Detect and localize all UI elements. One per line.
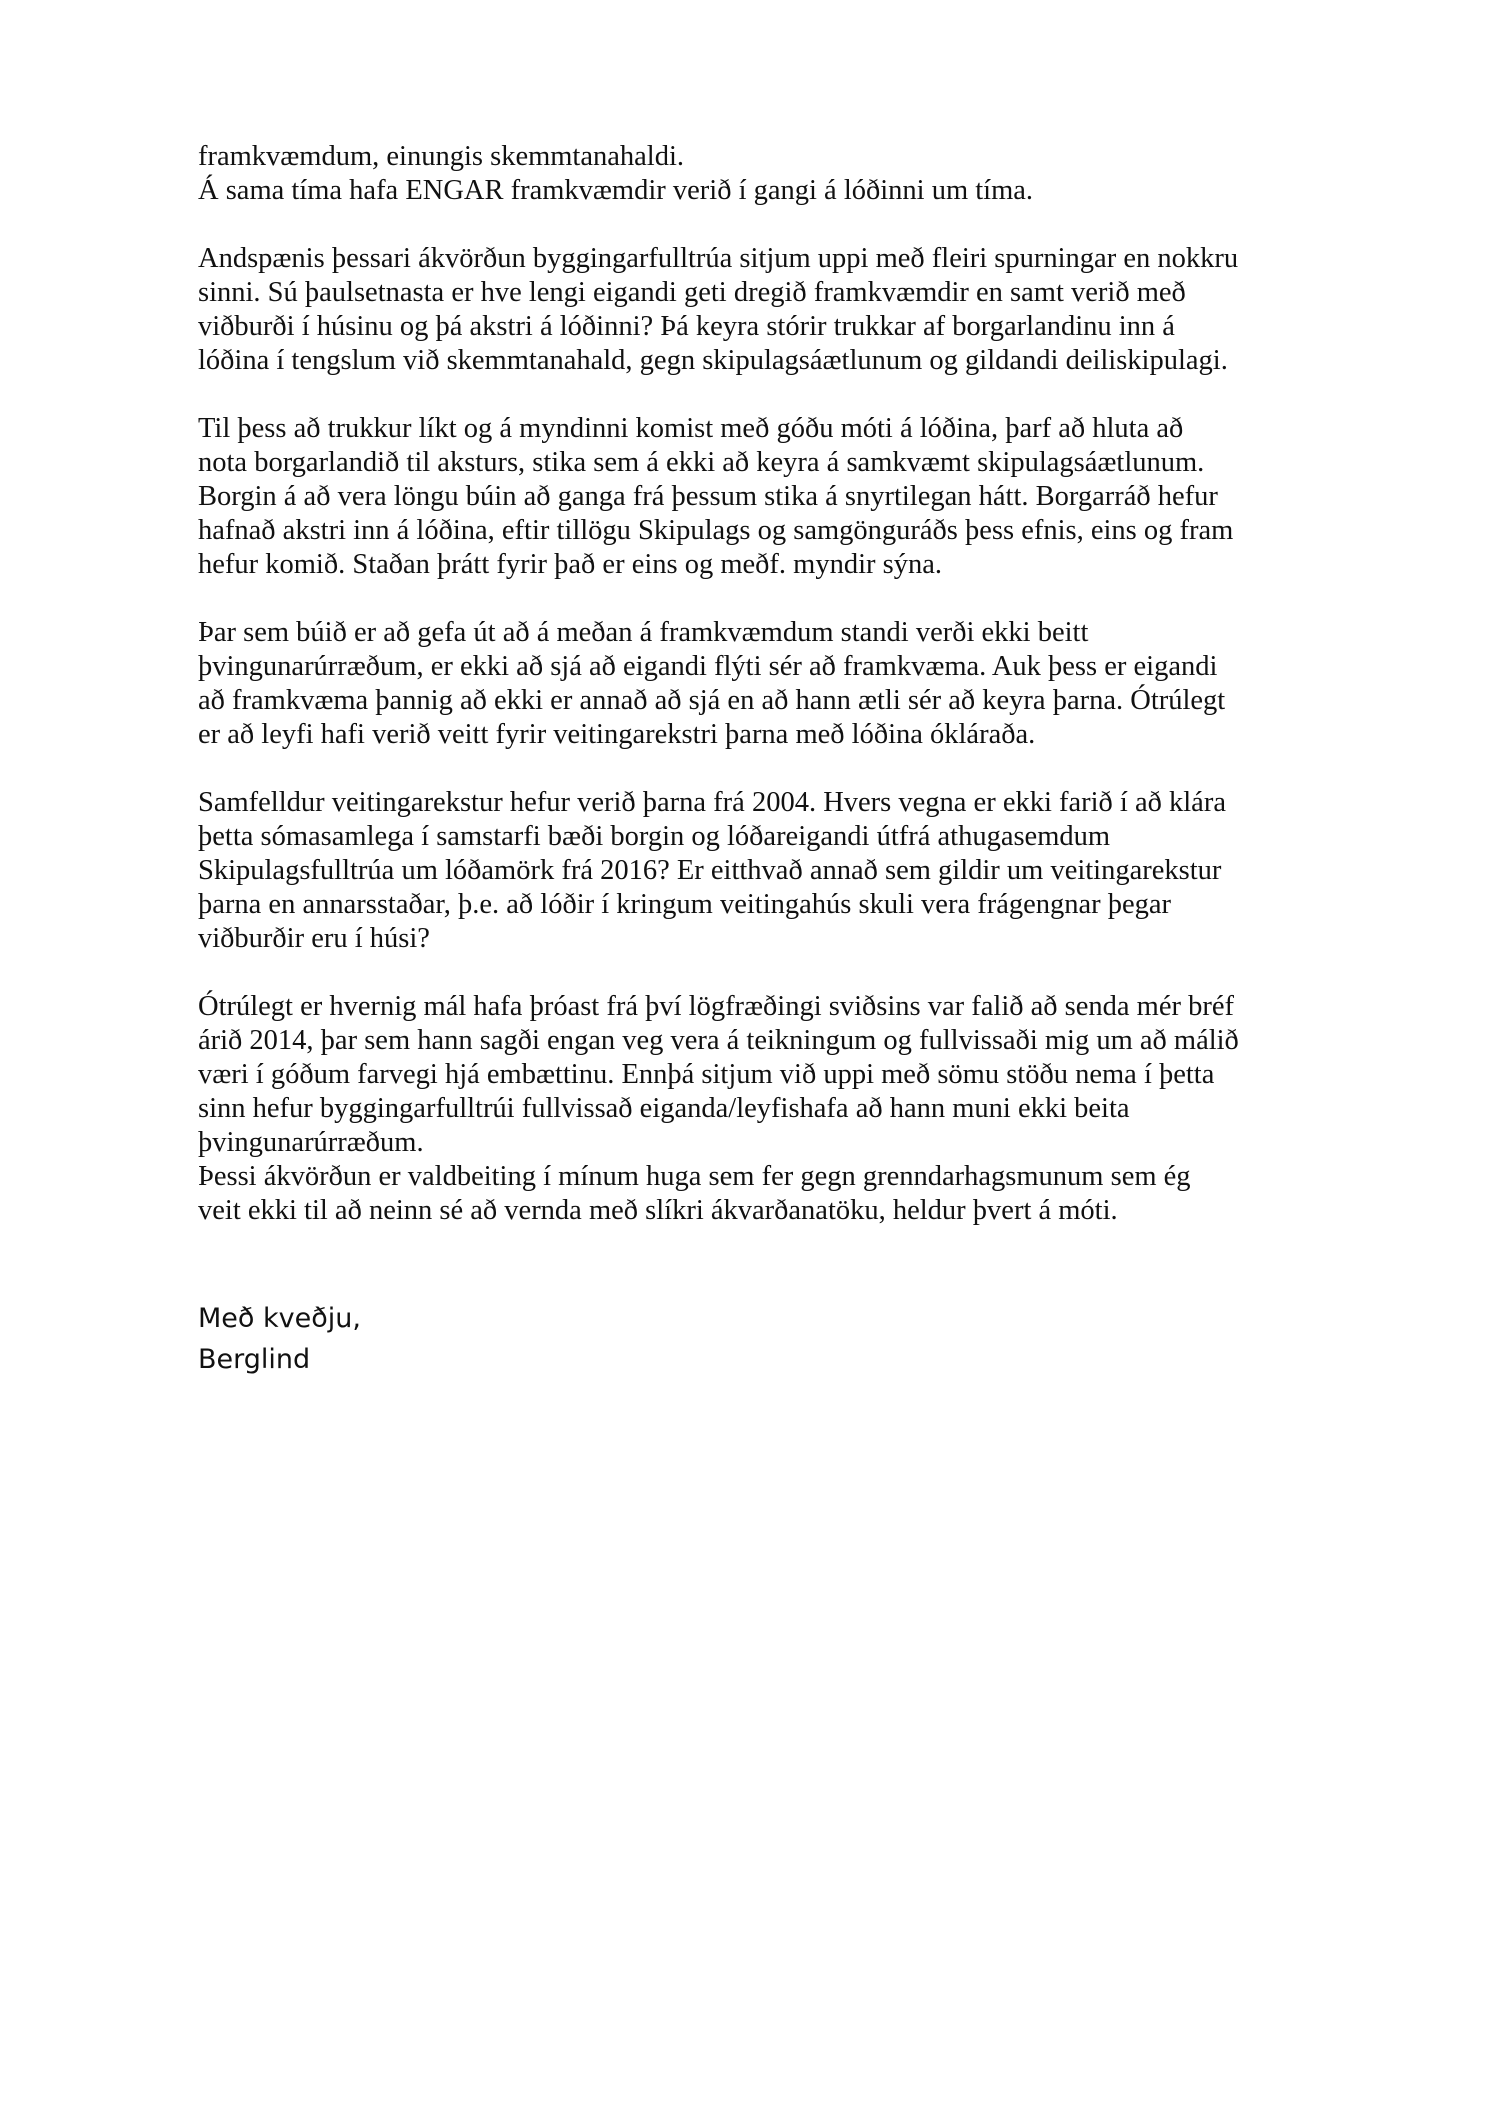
text-line: sinni. Sú þaulsetnasta er hve lengi eigandi geti dregið framkvæmdir en samt verið með xyxy=(198,277,1186,308)
letter-body xyxy=(198,140,1348,1380)
text-line: hefur komið. Staðan þrátt fyrir það er eins og meðf. myndir sýna. xyxy=(198,549,942,580)
paragraph xyxy=(198,990,1348,1228)
text-line: Andspænis þessari ákvörðun byggingarfulltrúa sitjum uppi með fleiri spurningar en nokkru xyxy=(198,243,1239,274)
text-line: þarna en annarsstaðar, þ.e. að lóðir í kringum veitingahús skuli vera frágengnar þegar xyxy=(198,889,1172,920)
paragraph xyxy=(198,242,1348,378)
text-line: Þar sem búið er að gefa út að á meðan á framkvæmdum standi verði ekki beitt xyxy=(198,617,1089,648)
paragraph xyxy=(198,786,1348,956)
signature-block xyxy=(198,1298,1348,1380)
text-line: viðburði í húsinu og þá akstri á lóðinni? Þá keyra stórir trukkar af borgarlandinu inn á xyxy=(198,311,1175,342)
text-line: Borgin á að vera löngu búin að ganga frá þessum stika á snyrtilegan hátt. Borgarráð hefur xyxy=(198,481,1218,512)
text-line: Skipulagsfulltrúa um lóðamörk frá 2016? Er eitthvað annað sem gildir um veitingarekstur xyxy=(198,855,1222,886)
text-line: þetta sómasamlega í samstarfi bæði borgin og lóðareigandi útfrá athugasemdum xyxy=(198,821,1111,852)
paragraph xyxy=(198,140,1348,208)
paragraph xyxy=(198,412,1348,582)
text-line: Á sama tíma hafa ENGAR framkvæmdir verið í gangi á lóðinni um tíma. xyxy=(198,175,1034,206)
text-line: væri í góðum farvegi hjá embættinu. Ennþá sitjum við uppi með sömu stöðu nema í þetta xyxy=(198,1059,1215,1090)
text-line: árið 2014, þar sem hann sagði engan veg vera á teikningum og fullvissaði mig um að málið xyxy=(198,1025,1239,1056)
text-line: Þessi ákvörðun er valdbeiting í mínum huga sem fer gegn grenndarhagsmunum sem ég xyxy=(198,1161,1191,1192)
closing: Með kveðju, xyxy=(198,1303,361,1334)
text-line: veit ekki til að neinn sé að vernda með slíkri ákvarðanatöku, heldur þvert á móti. xyxy=(198,1195,1118,1226)
text-line: Samfelldur veitingarekstur hefur verið þarna frá 2004. Hvers vegna er ekki farið í að klára xyxy=(198,787,1226,818)
text-line: þvingunarúrræðum. xyxy=(198,1127,424,1158)
text-line: að framkvæma þannig að ekki er annað að sjá en að hann ætli sér að keyra þarna. Ótrúlegt xyxy=(198,685,1226,716)
signature-name: Berglind xyxy=(198,1344,311,1375)
text-line: Ótrúlegt er hvernig mál hafa þróast frá því lögfræðingi sviðsins var falið að senda mér bréf xyxy=(198,991,1234,1022)
text-line: framkvæmdum, einungis skemmtanahaldi. xyxy=(198,141,685,172)
text-line: viðburðir eru í húsi? xyxy=(198,923,430,954)
text-line: þvingunarúrræðum, er ekki að sjá að eigandi flýti sér að framkvæma. Auk þess er eigandi xyxy=(198,651,1218,682)
text-line: nota borgarlandið til aksturs, stika sem á ekki að keyra á samkvæmt skipulagsáætlunum. xyxy=(198,447,1205,478)
text-line: hafnað akstri inn á lóðina, eftir tillögu Skipulags og samgönguráðs þess efnis, eins og fram xyxy=(198,515,1234,546)
paragraph xyxy=(198,616,1348,752)
text-line: sinn hefur byggingarfulltrúi fullvissað eiganda/leyfishafa að hann muni ekki beita xyxy=(198,1093,1130,1124)
text-line: lóðina í tengslum við skemmtanahald, gegn skipulagsáætlunum og gildandi deiliskipulagi. xyxy=(198,345,1228,376)
text-line: Til þess að trukkur líkt og á myndinni komist með góðu móti á lóðina, þarf að hluta að xyxy=(198,413,1184,444)
text-line: er að leyfi hafi verið veitt fyrir veitingarekstri þarna með lóðina ókláraða. xyxy=(198,719,1036,750)
